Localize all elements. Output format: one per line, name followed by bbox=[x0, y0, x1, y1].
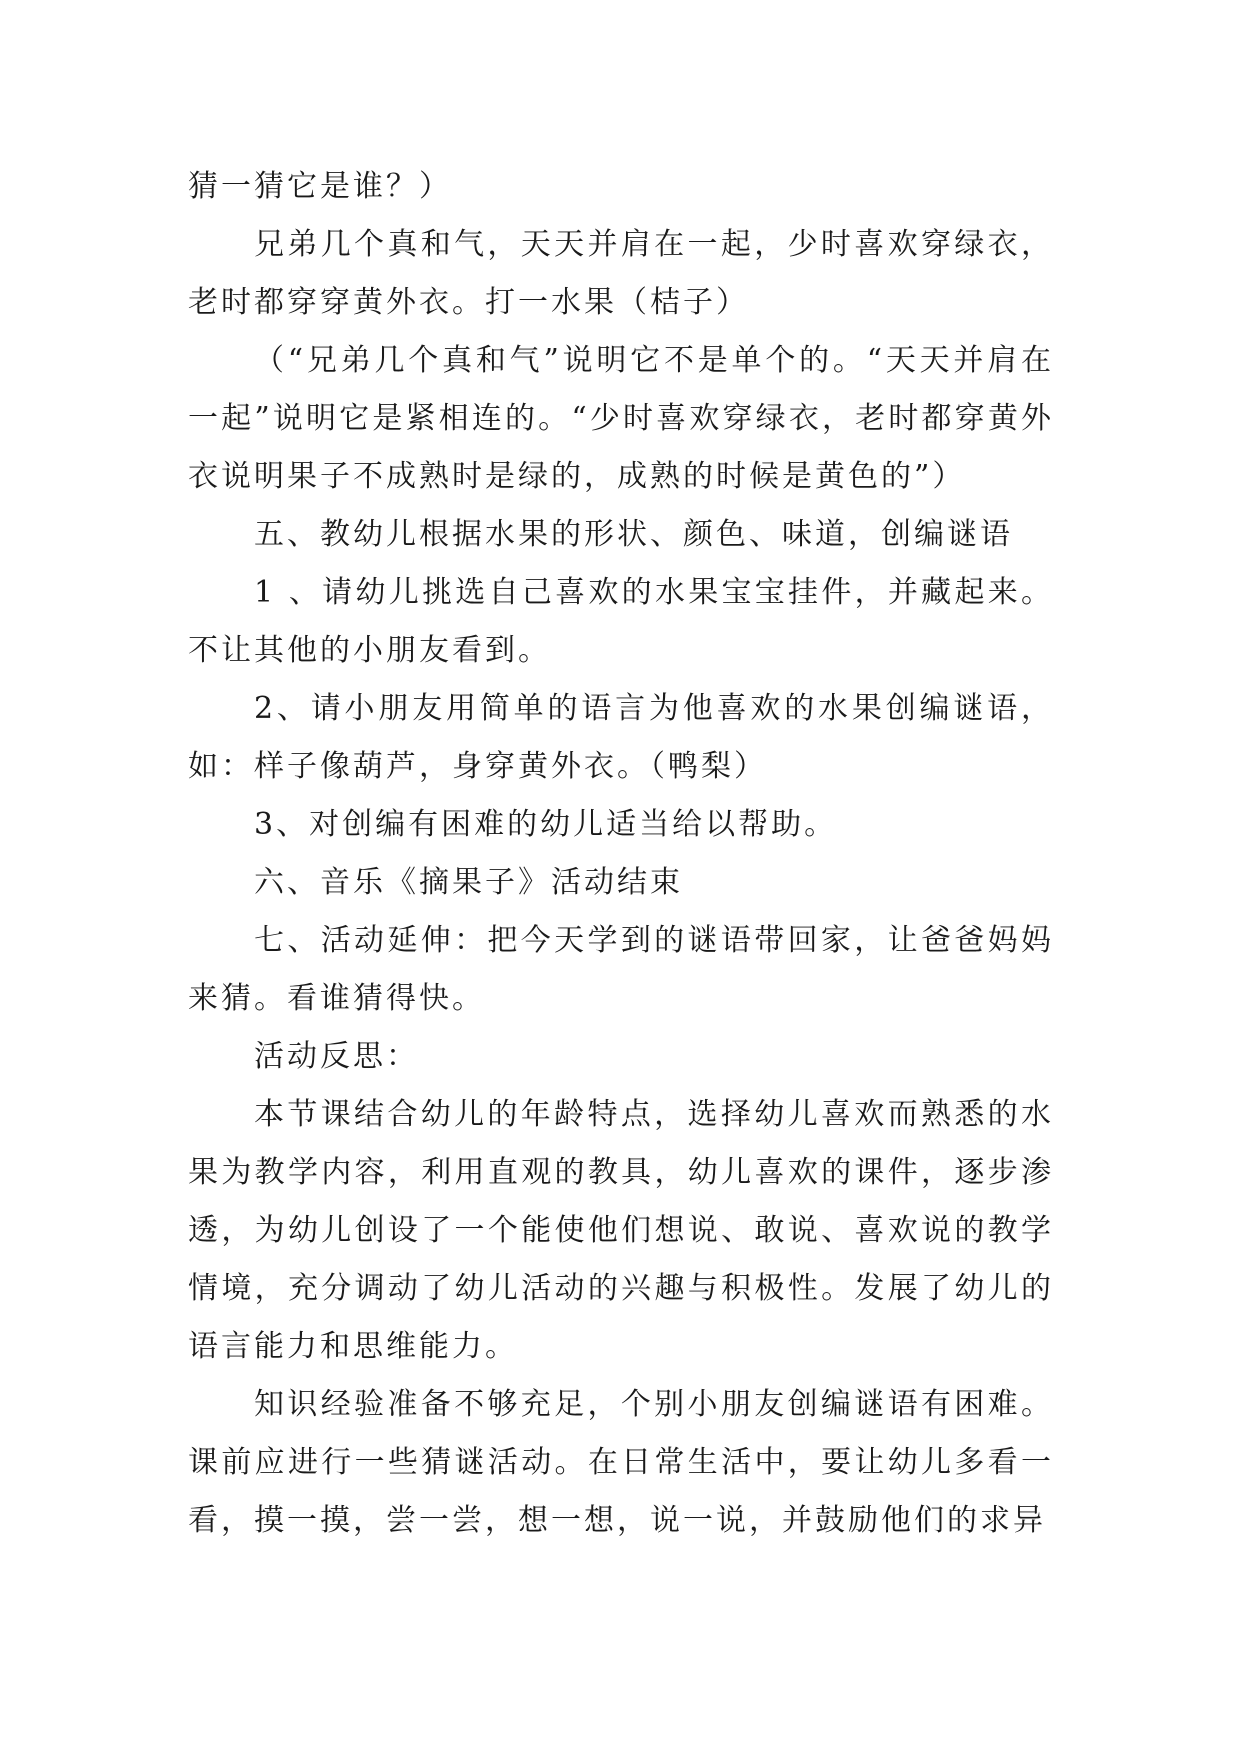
reflection-heading: 活动反思： bbox=[254, 1039, 419, 1074]
section-heading-seven: 七、活动延伸：把今天学到的谜语带回家，让爸爸妈妈来猜。看谁猜得快。 bbox=[188, 923, 1054, 1016]
section-heading-six: 六、音乐《摘果子》活动结束 bbox=[254, 865, 683, 900]
paragraph-riddle-question: 猜一猜它是谁？） bbox=[188, 169, 452, 204]
paragraph-riddle-orange: 兄弟几个真和气，天天并肩在一起，少时喜欢穿绿衣，老时都穿穿黄外衣。打一水果（桔子） bbox=[188, 227, 1054, 320]
document-body bbox=[188, 158, 1054, 1550]
reflection-paragraph-two: 知识经验准备不够充足，个别小朋友创编谜语有困难。课前应进行一些猜谜活动。在日常生活中，要让幼儿多看一看，摸一摸，尝一尝，想一想，说一说，并鼓励他们的求异 bbox=[188, 1387, 1054, 1538]
reflection-paragraph-one: 本节课结合幼儿的年龄特点，选择幼儿喜欢而熟悉的水果为教学内容，利用直观的教具，幼儿喜欢的课件，逐步渗透，为幼儿创设了一个能使他们想说、敢说、喜欢说的教学情境，充分调动了幼儿活动的兴趣与积极性。发展了幼儿的语言能力和思维能力。 bbox=[188, 1097, 1054, 1364]
step-two: 2、请小朋友用简单的语言为他喜欢的水果创编谜语，如：样子像葫芦，身穿黄外衣。（鸭梨） bbox=[188, 691, 1054, 784]
paragraph-riddle-explanation: （“兄弟几个真和气”说明它不是单个的。“天天并肩在一起”说明它是紧相连的。“少时喜欢穿绿衣，老时都穿黄外衣说明果子不成熟时是绿的，成熟的时候是黄色的”） bbox=[188, 343, 1054, 494]
step-three: 3、对创编有困难的幼儿适当给以帮助。 bbox=[254, 807, 838, 842]
section-heading-five: 五、教幼儿根据水果的形状、颜色、味道，创编谜语 bbox=[254, 517, 1013, 552]
step-one: 1 、请幼儿挑选自己喜欢的水果宝宝挂件，并藏起来。不让其他的小朋友看到。 bbox=[188, 575, 1054, 668]
